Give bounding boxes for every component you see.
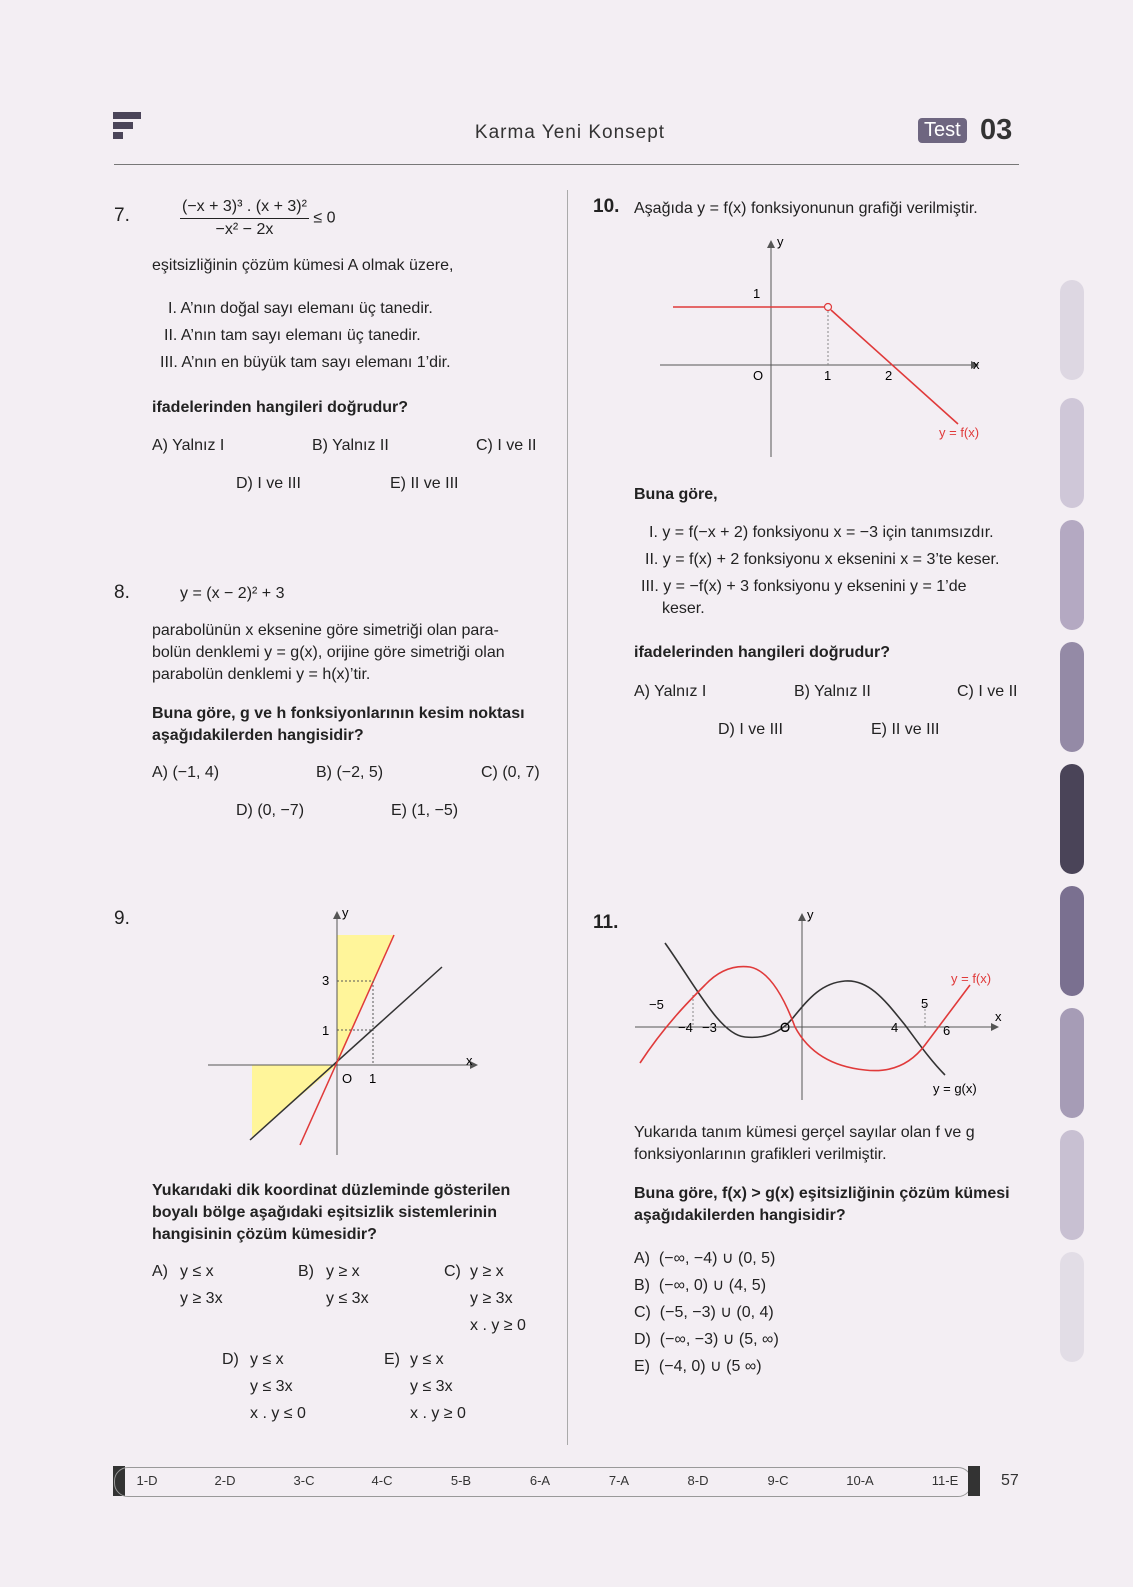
q10-option-a[interactable]: A) Yalnız I	[634, 683, 707, 700]
q11-option-a[interactable]: A) (−∞, −4) ∪ (0, 5)	[634, 1250, 776, 1267]
answer-key-item: 10-A	[846, 1473, 874, 1488]
page-number: 57	[1001, 1472, 1019, 1489]
q10-lead: Buna göre,	[634, 486, 718, 503]
question-11-number: 11.	[593, 912, 619, 933]
q8-question-2: aşağıdakilerden hangisidir?	[152, 727, 364, 744]
test-badge: Test	[918, 118, 967, 143]
q7-option-a[interactable]: A) Yalnız I	[152, 437, 225, 454]
q7-item-1: I. A’nın doğal sayı elemanı üç tanedir.	[168, 300, 433, 317]
q11-graph	[635, 905, 1020, 1110]
option-letter: A)	[152, 1263, 168, 1280]
inequality: y ≥ 3x	[180, 1290, 223, 1307]
q11-question-2: aşağıdakilerden hangisidir?	[634, 1207, 846, 1224]
q11-f-label: y = f(x)	[951, 971, 992, 986]
q10-origin-label: O	[753, 368, 764, 383]
q9-option-b[interactable]	[298, 1258, 369, 1307]
q11-text-1: Yukarıda tanım kümesi gerçel sayılar olan f ve g	[634, 1124, 975, 1141]
side-tab	[1060, 1252, 1084, 1362]
q7-relation: ≤ 0	[313, 209, 336, 227]
q10-tick-1-y: 1	[753, 286, 761, 301]
side-tab	[1060, 1008, 1084, 1118]
q7-denominator: −x² − 2x	[215, 221, 274, 238]
inequality: y ≥ 3x	[470, 1290, 513, 1307]
q11-tick-6: 6	[943, 1023, 951, 1038]
inequality: y ≥ x	[470, 1263, 504, 1280]
q10-option-b[interactable]: B) Yalnız II	[794, 683, 871, 700]
q9-tick-1-y: 1	[322, 1023, 330, 1038]
q7-option-e[interactable]: E) II ve III	[390, 475, 459, 492]
q7-option-c[interactable]: C) I ve II	[476, 437, 537, 454]
q8-option-c[interactable]: C) (0, 7)	[481, 764, 540, 781]
q9-question-1: Yukarıdaki dik koordinat düzleminde gösterilen	[152, 1182, 511, 1199]
answer-key-item: 5-B	[450, 1473, 472, 1488]
q8-question-1: Buna göre, g ve h fonksiyonlarının kesim noktası	[152, 705, 525, 722]
side-tab	[1060, 764, 1084, 874]
q8-option-d[interactable]: D) (0, −7)	[236, 802, 305, 819]
option-letter: B)	[298, 1263, 314, 1280]
answer-key-item: 8-D	[687, 1473, 709, 1488]
q8-text-2: bolün denklemi y = g(x), orijine göre simetriği olan	[152, 644, 505, 661]
q10-open-point	[825, 304, 832, 311]
q8-option-e[interactable]: E) (1, −5)	[391, 802, 459, 819]
q8-text-1: parabolünün x eksenine göre simetriği olan para-	[152, 622, 499, 639]
inequality: y ≥ x	[326, 1263, 360, 1280]
header-title: Karma Yeni Konsept	[474, 122, 666, 143]
q11-text-2: fonksiyonlarının grafikleri verilmiştir.	[634, 1146, 887, 1163]
q11-y-label: y	[807, 907, 814, 922]
q11-tick-minus-5: −5	[649, 997, 664, 1012]
answer-key-item: 9-C	[767, 1473, 789, 1488]
q9-option-a[interactable]	[152, 1258, 223, 1307]
q10-tick-2-x: 2	[885, 368, 893, 383]
q9-question-3: hangisinin çözüm kümesidir?	[152, 1226, 377, 1243]
q8-option-a[interactable]: A) (−1, 4)	[152, 764, 220, 781]
option-letter: C)	[444, 1263, 461, 1280]
inequality: y ≤ 3x	[410, 1378, 453, 1395]
inequality: y ≤ 3x	[250, 1378, 293, 1395]
q11-tick-5: 5	[921, 996, 929, 1011]
q10-graph	[655, 232, 1005, 467]
q9-origin-label: O	[342, 1071, 353, 1086]
answer-key-item: 7-A	[608, 1473, 630, 1488]
q9-tick-1-x: 1	[369, 1071, 377, 1086]
q11-option-c[interactable]: C) (−5, −3) ∪ (0, 4)	[634, 1304, 774, 1321]
header-rule	[114, 164, 1019, 165]
q11-tick-4: 4	[891, 1020, 899, 1035]
q8-equation: y = (x − 2)² + 3	[180, 585, 285, 602]
answer-key-item: 2-D	[214, 1473, 236, 1488]
answer-key-item: 4-C	[371, 1473, 393, 1488]
inequality: y ≤ x	[180, 1263, 214, 1280]
side-tab	[1060, 280, 1084, 380]
column-divider	[567, 190, 568, 1445]
q10-question: ifadelerinden hangileri doğrudur?	[634, 644, 891, 661]
q11-curve-g	[665, 943, 945, 1075]
inequality: y ≤ 3x	[326, 1290, 369, 1307]
q9-x-label: x	[466, 1053, 473, 1068]
side-tab	[1060, 886, 1084, 996]
q11-tick-minus-4: −4	[678, 1020, 693, 1035]
q9-option-e[interactable]	[384, 1346, 466, 1422]
q10-f-label: y = f(x)	[939, 425, 980, 440]
q11-origin-label: O	[780, 1020, 791, 1035]
q7-item-2: II. A’nın tam sayı elemanı üç tanedir.	[164, 327, 421, 344]
q8-option-b[interactable]: B) (−2, 5)	[316, 764, 384, 781]
answer-key-item: 1-D	[136, 1473, 158, 1488]
publisher-logo	[113, 112, 141, 142]
q8-text-3: parabolün denklemi y = h(x)’tir.	[152, 666, 371, 683]
q10-f-decreasing-part	[831, 310, 958, 424]
question-8-number: 8.	[114, 582, 130, 603]
q11-option-b[interactable]: B) (−∞, 0) ∪ (4, 5)	[634, 1277, 767, 1294]
side-tab	[1060, 520, 1084, 630]
q7-intro: eşitsizliğinin çözüm kümesi A olmak üzere,	[152, 257, 454, 274]
side-tab	[1060, 642, 1084, 752]
side-tab	[1060, 398, 1084, 508]
q11-x-label: x	[995, 1009, 1002, 1024]
option-letter: D)	[222, 1351, 239, 1368]
q10-item-3: III. y = −f(x) + 3 fonksiyonu y eksenini y = 1’de	[641, 578, 967, 595]
question-10-number: 10.	[593, 196, 620, 217]
q10-item-1: I. y = f(−x + 2) fonksiyonu x = −3 için tanımsızdır.	[649, 524, 994, 541]
inequality: x . y ≥ 0	[470, 1317, 526, 1334]
q11-option-d[interactable]: D) (−∞, −3) ∪ (5, ∞)	[634, 1331, 779, 1348]
inequality: x . y ≤ 0	[250, 1405, 306, 1422]
q9-option-d[interactable]	[222, 1346, 306, 1422]
q7-option-d[interactable]: D) I ve III	[236, 475, 301, 492]
q7-item-3: III. A’nın en büyük tam sayı elemanı 1’dir.	[160, 354, 451, 371]
inequality: y ≤ x	[410, 1351, 444, 1368]
q10-option-e[interactable]: E) II ve III	[871, 721, 940, 738]
q11-tick-minus-3: −3	[702, 1020, 717, 1035]
q11-question-1: Buna göre, f(x) > g(x) eşitsizliğinin çözüm kümesi	[634, 1185, 1010, 1202]
q10-item-3-cont: keser.	[662, 600, 705, 617]
q10-option-d[interactable]: D) I ve III	[718, 721, 783, 738]
q7-numerator: (−x + 3)³ . (x + 3)²	[180, 196, 309, 219]
answer-key-item: 3-C	[293, 1473, 315, 1488]
q10-tick-1-x: 1	[824, 368, 832, 383]
q9-tick-3: 3	[322, 973, 330, 988]
side-tab	[1060, 1130, 1084, 1240]
test-number: 03	[980, 114, 1013, 146]
q10-intro: Aşağıda y = f(x) fonksiyonunun grafiği verilmiştir.	[634, 200, 978, 217]
q11-g-label: y = g(x)	[933, 1081, 977, 1096]
q7-question: ifadelerinden hangileri doğrudur?	[152, 399, 409, 416]
q9-option-c[interactable]	[444, 1258, 526, 1334]
answer-key-item: 11-E	[931, 1473, 959, 1488]
q10-y-label: y	[777, 234, 784, 249]
inequality: y ≤ x	[250, 1351, 284, 1368]
answer-key-item: 6-A	[529, 1473, 551, 1488]
q10-option-c[interactable]: C) I ve II	[957, 683, 1018, 700]
inequality: x . y ≥ 0	[410, 1405, 466, 1422]
q11-option-e[interactable]: E) (−4, 0) ∪ (5 ∞)	[634, 1358, 762, 1375]
q7-option-b[interactable]: B) Yalnız II	[312, 437, 389, 454]
q9-graph	[200, 905, 500, 1165]
option-letter: E)	[384, 1351, 400, 1368]
q7-inequality	[180, 196, 336, 241]
q10-x-label: x	[973, 357, 980, 372]
q10-item-2: II. y = f(x) + 2 fonksiyonu x eksenini x = 3’te keser.	[645, 551, 1000, 568]
question-7-number: 7.	[114, 205, 130, 226]
q9-y-label: y	[342, 905, 349, 920]
q9-question-2: boyalı bölge aşağıdaki eşitsizlik sistemlerinin	[152, 1204, 498, 1221]
q11-curve-f	[640, 967, 970, 1071]
question-9-number: 9.	[114, 908, 130, 929]
